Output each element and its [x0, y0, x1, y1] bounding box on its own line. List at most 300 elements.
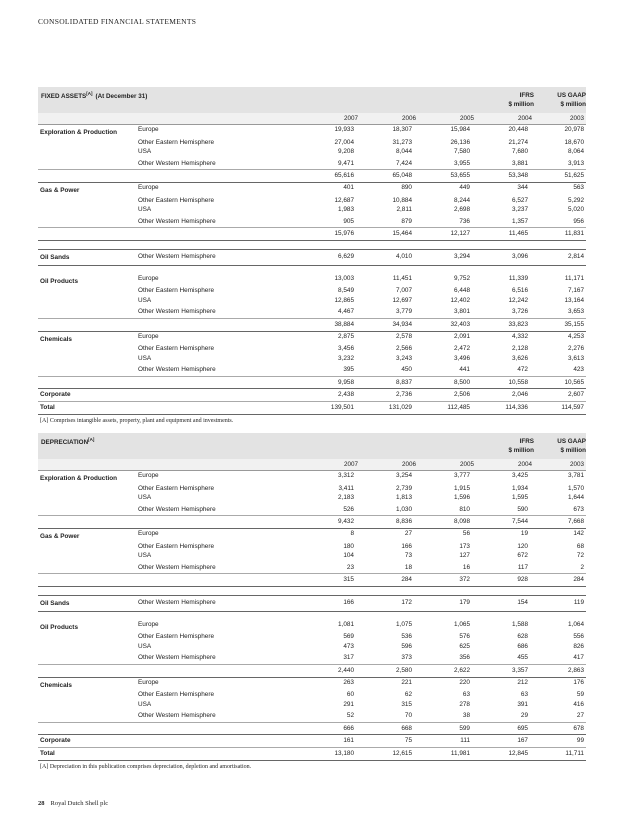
region-label: Other Western Hemisphere [138, 563, 216, 571]
region-label: Other Eastern Hemisphere [138, 542, 215, 550]
value-cell: 9,471 [338, 159, 354, 167]
total-row [38, 402, 586, 415]
table-row [38, 157, 586, 170]
value-cell: 119 [573, 598, 584, 606]
value-cell: 117 [517, 563, 528, 571]
table-row [38, 620, 586, 633]
table-row [38, 642, 586, 652]
value-cell: 111 [460, 737, 470, 745]
region-label: Europe [138, 472, 159, 479]
value-cell: 8,837 [396, 378, 412, 386]
value-cell: 15,984 [450, 126, 470, 133]
ifrs-label: IFRS [519, 438, 534, 445]
value-cell: 10,884 [392, 196, 412, 204]
table-row [38, 677, 586, 690]
table-row [38, 344, 586, 354]
usgaap-column-header [526, 91, 586, 109]
title-footnote-marker: [A] [86, 91, 93, 96]
value-cell: 60 [346, 691, 354, 699]
value-cell: 10,565 [564, 378, 584, 386]
value-cell: 8,836 [396, 518, 412, 526]
year-label: 2004 [517, 115, 532, 122]
value-cell: 3,801 [454, 308, 470, 316]
value-cell: 8,549 [338, 287, 354, 295]
value-cell: 3,312 [338, 472, 354, 479]
value-cell: 68 [576, 542, 584, 550]
value-cell: 2,736 [396, 391, 412, 399]
region-label: Other Western Hemisphere [138, 366, 216, 374]
value-cell: 826 [573, 642, 584, 650]
value-cell: 12,865 [334, 296, 354, 304]
year-label: 2007 [343, 115, 358, 122]
segment-label [38, 632, 138, 642]
value-cell: 26,136 [450, 138, 470, 146]
value-cell: 8 [350, 529, 354, 537]
fixed-assets-section [38, 87, 586, 424]
value-cell: 221 [401, 678, 412, 686]
table-title-text: FIXED ASSETS [41, 93, 87, 101]
value-cell: 2,091 [454, 332, 470, 340]
footnote: [A] Depreciation in this publication comprises depreciation, depletion and amortisation. [40, 763, 252, 770]
value-cell: 29 [520, 712, 528, 720]
value-cell: 19,933 [334, 126, 354, 133]
value-cell: 38,884 [334, 320, 354, 328]
segment-label [38, 215, 138, 228]
value-cell: 278 [459, 700, 470, 708]
year-header-row [38, 459, 586, 471]
page-number: 28 [38, 800, 45, 807]
value-cell: 590 [517, 505, 528, 513]
value-cell: 18,670 [564, 138, 584, 146]
region-label: Europe [138, 678, 159, 686]
year-label: 2003 [569, 115, 584, 122]
value-cell: 3,777 [454, 472, 470, 479]
value-cell: 7,580 [454, 148, 470, 156]
usgaap-column-header [526, 437, 586, 455]
value-cell: 9,208 [338, 148, 354, 156]
value-cell: 536 [401, 633, 412, 641]
year-header-row [38, 113, 586, 125]
value-cell: 526 [343, 505, 354, 513]
value-cell: 284 [401, 576, 412, 584]
value-cell: 161 [343, 737, 354, 745]
value-cell: 315 [401, 700, 412, 708]
value-cell: 7,544 [512, 518, 528, 526]
value-cell: 6,527 [512, 196, 528, 204]
value-cell: 441 [459, 366, 470, 374]
segment-label [38, 205, 138, 215]
value-cell: 1,081 [338, 620, 354, 628]
value-cell: 220 [459, 678, 470, 686]
value-cell: 167 [517, 737, 528, 745]
value-cell: 395 [343, 366, 354, 374]
region-label: Other Western Hemisphere [138, 159, 216, 167]
segment-label [38, 484, 138, 494]
value-cell: 34,934 [392, 320, 412, 328]
value-cell: 166 [343, 598, 354, 606]
value-cell: 2 [580, 563, 584, 571]
table-row [38, 274, 586, 287]
value-cell: 556 [573, 633, 584, 641]
value-cell: 15,976 [334, 230, 354, 238]
value-cell: 120 [517, 542, 528, 550]
value-cell: 139,501 [330, 404, 354, 412]
value-cell: 3,626 [512, 354, 528, 362]
value-cell: 104 [343, 552, 354, 560]
segment-label: Oil Products [40, 277, 78, 285]
subtotal-row [38, 228, 586, 241]
value-cell: 1,075 [396, 620, 412, 628]
segment-label [38, 642, 138, 652]
value-cell: 4,332 [512, 332, 528, 340]
region-label: Other Eastern Hemisphere [138, 138, 215, 146]
value-cell: 6,629 [338, 252, 354, 260]
value-cell: 6,516 [512, 287, 528, 295]
value-cell: 51,625 [564, 172, 584, 180]
value-cell: 6,448 [454, 287, 470, 295]
value-cell: 154 [517, 598, 528, 606]
region-label: Other Eastern Hemisphere [138, 691, 215, 699]
value-cell: 70 [404, 712, 412, 720]
region-label: USA [138, 552, 152, 560]
value-cell: 1,065 [454, 620, 470, 628]
value-cell: 4,010 [396, 252, 412, 260]
region-label: Other Eastern Hemisphere [138, 345, 215, 353]
value-cell: 3,237 [512, 206, 528, 214]
value-cell: 2,698 [454, 206, 470, 214]
value-cell: 2,875 [338, 332, 354, 340]
table-row [38, 700, 586, 710]
value-cell: 3,781 [568, 472, 584, 479]
value-cell: 672 [517, 552, 528, 560]
value-cell: 75 [404, 737, 412, 745]
value-cell: 928 [517, 576, 528, 584]
value-cell: 65,048 [392, 172, 412, 180]
value-cell: 3,232 [338, 354, 354, 362]
year-label: 2007 [343, 461, 358, 468]
value-cell: 391 [517, 700, 528, 708]
region-label: Europe [138, 332, 159, 340]
value-cell: 1,030 [396, 505, 412, 513]
value-cell: 131,029 [388, 404, 412, 412]
value-cell: 52 [346, 712, 354, 720]
value-cell: 956 [573, 217, 584, 225]
value-cell: 1,595 [512, 494, 528, 502]
table-row [38, 493, 586, 503]
value-cell: 2,046 [512, 391, 528, 399]
value-cell: 291 [343, 700, 354, 708]
value-cell: 1,934 [512, 484, 528, 492]
table-row [38, 542, 586, 552]
value-cell: 2,580 [396, 666, 412, 674]
region-label: Other Eastern Hemisphere [138, 633, 215, 641]
value-cell: 2,739 [396, 484, 412, 492]
value-cell: 8,064 [568, 148, 584, 156]
value-cell: 32,403 [450, 320, 470, 328]
value-cell: 63 [462, 691, 470, 699]
subtotal-row [38, 722, 586, 735]
usgaap-label: US GAAP [557, 92, 586, 99]
value-cell: 212 [517, 678, 528, 686]
value-cell: 3,294 [454, 252, 470, 260]
segment-label: Oil Sands [40, 253, 70, 261]
table-title-text: DEPRECIATION [41, 439, 89, 447]
total-row [38, 748, 586, 761]
value-cell: 1,644 [568, 494, 584, 502]
data-table [38, 125, 586, 415]
value-cell: 180 [343, 542, 354, 550]
value-cell: 5,020 [568, 206, 584, 214]
value-cell: 11,451 [392, 274, 412, 282]
table-title [41, 437, 97, 446]
value-cell: 3,496 [454, 354, 470, 362]
value-cell: 1,915 [454, 484, 470, 492]
value-cell: 13,180 [334, 750, 354, 758]
value-cell: 5,292 [568, 196, 584, 204]
table-row [38, 286, 586, 296]
value-cell: 65,616 [334, 172, 354, 180]
title-footnote-marker: [A] [88, 437, 95, 442]
table-row [38, 632, 586, 642]
value-cell: 450 [401, 366, 412, 374]
segment-label [38, 493, 138, 503]
region-label: USA [138, 494, 152, 502]
region-label: USA [138, 642, 152, 650]
value-cell: 2,811 [396, 206, 412, 214]
region-label: Other Western Hemisphere [138, 712, 216, 720]
value-cell: 8,500 [454, 378, 470, 386]
value-cell: 356 [459, 654, 470, 662]
value-cell: 686 [517, 642, 528, 650]
value-cell: 127 [459, 552, 470, 560]
subtotal-row [38, 376, 586, 389]
value-cell: 666 [343, 724, 354, 732]
total-label: Total [40, 404, 55, 412]
value-cell: 563 [573, 183, 584, 191]
company-name: Royal Dutch Shell plc [50, 800, 109, 807]
region-label: USA [138, 296, 152, 304]
region-label: Other Western Hemisphere [138, 217, 216, 225]
value-cell: 673 [573, 505, 584, 513]
corporate-label: Corporate [40, 737, 71, 745]
data-table [38, 471, 586, 761]
value-cell: 38 [462, 712, 470, 720]
value-cell: 9,752 [454, 274, 470, 282]
ifrs-unit: $ million [508, 101, 534, 108]
region-label: Europe [138, 529, 159, 537]
segment-label [38, 286, 138, 296]
corporate-row [38, 735, 586, 748]
value-cell: 2,472 [454, 345, 470, 353]
value-cell: 56 [462, 529, 470, 537]
value-cell: 114,336 [505, 404, 528, 412]
value-cell: 1,588 [512, 620, 528, 628]
value-cell: 72 [576, 552, 584, 560]
ifrs-column-header [474, 437, 534, 455]
table-row [38, 125, 586, 138]
table-row [38, 205, 586, 215]
region-label: Other Western Hemisphere [138, 598, 216, 606]
value-cell: 176 [573, 678, 584, 686]
segment-label [38, 551, 138, 561]
value-cell: 810 [459, 505, 470, 513]
value-cell: 27 [404, 529, 412, 537]
segment-label [38, 354, 138, 364]
segment-label [38, 344, 138, 354]
value-cell: 3,243 [396, 354, 412, 362]
value-cell: 401 [343, 183, 354, 191]
value-cell: 3,096 [512, 252, 528, 260]
value-cell: 12,845 [508, 750, 528, 758]
value-cell: 284 [573, 576, 584, 584]
value-cell: 1,596 [454, 494, 470, 502]
value-cell: 31,273 [392, 138, 412, 146]
value-cell: 18 [404, 563, 412, 571]
value-cell: 63 [520, 691, 528, 699]
region-label: Other Western Hemisphere [138, 654, 216, 662]
document-title: CONSOLIDATED FINANCIAL STATEMENTS [38, 17, 197, 26]
total-label: Total [40, 750, 55, 758]
value-cell: 4,253 [568, 332, 584, 340]
value-cell: 1,983 [338, 206, 354, 214]
value-cell: 2,440 [338, 666, 354, 674]
value-cell: 4,467 [338, 308, 354, 316]
value-cell: 879 [401, 217, 412, 225]
table-row [38, 182, 586, 195]
table-title-suffix: (At December 31) [95, 93, 148, 101]
table-row [38, 651, 586, 664]
ifrs-label: IFRS [519, 92, 534, 99]
value-cell: 20,448 [508, 126, 528, 133]
value-cell: 263 [343, 678, 354, 686]
usgaap-unit: $ million [560, 101, 586, 108]
table-row [38, 215, 586, 228]
subtotal-row [38, 170, 586, 183]
value-cell: 449 [459, 183, 470, 191]
ifrs-unit: $ million [508, 447, 534, 454]
table-row [38, 561, 586, 574]
table-row [38, 147, 586, 157]
segment-label [38, 709, 138, 722]
value-cell: 179 [459, 598, 470, 606]
value-cell: 12,242 [508, 296, 528, 304]
depreciation-section [38, 433, 586, 770]
value-cell: 3,955 [454, 159, 470, 167]
table-row [38, 305, 586, 318]
segment-label: Oil Products [40, 623, 78, 631]
value-cell: 99 [576, 737, 584, 745]
table-row [38, 331, 586, 344]
table-row [38, 595, 586, 611]
value-cell: 3,913 [568, 159, 584, 167]
value-cell: 2,622 [454, 666, 470, 674]
value-cell: 11,171 [564, 274, 584, 282]
value-cell: 3,357 [512, 666, 528, 674]
corporate-row [38, 389, 586, 402]
value-cell: 317 [343, 654, 354, 662]
value-cell: 416 [573, 700, 584, 708]
value-cell: 166 [401, 542, 412, 550]
table-row [38, 709, 586, 722]
value-cell: 23 [346, 563, 354, 571]
value-cell: 62 [404, 691, 412, 699]
region-label: Europe [138, 126, 159, 133]
table-row [38, 484, 586, 494]
value-cell: 7,668 [568, 518, 584, 526]
segment-label: Chemicals [40, 335, 72, 343]
value-cell: 599 [459, 724, 470, 732]
value-cell: 2,607 [568, 391, 584, 399]
segment-label: Exploration & Production [40, 129, 118, 136]
footnote: [A] Comprises intangible assets, property, plant and equipment and investments. [40, 417, 234, 424]
segment-label [38, 363, 138, 376]
value-cell: 3,726 [512, 308, 528, 316]
segment-label: Gas & Power [40, 186, 80, 194]
value-cell: 20,978 [564, 126, 584, 133]
value-cell: 372 [459, 576, 470, 584]
value-cell: 173 [459, 542, 470, 550]
region-label: Europe [138, 620, 159, 628]
value-cell: 2,566 [396, 345, 412, 353]
subtotal-row [38, 516, 586, 529]
value-cell: 112,485 [447, 404, 470, 412]
segment-label [38, 296, 138, 306]
segment-label [38, 542, 138, 552]
value-cell: 417 [573, 654, 584, 662]
value-cell: 1,064 [568, 620, 584, 628]
value-cell: 890 [401, 183, 412, 191]
value-cell: 27,004 [334, 138, 354, 146]
value-cell: 628 [517, 633, 528, 641]
value-cell: 13,003 [334, 274, 354, 282]
segment-label: Chemicals [40, 681, 72, 689]
value-cell: 3,254 [396, 472, 412, 479]
value-cell: 668 [401, 724, 412, 732]
region-label: Other Western Hemisphere [138, 505, 216, 513]
value-cell: 16 [462, 563, 470, 571]
year-label: 2006 [401, 461, 416, 468]
value-cell: 114,597 [561, 404, 584, 412]
value-cell: 423 [573, 366, 584, 374]
segment-label [38, 305, 138, 318]
table-row [38, 471, 586, 484]
value-cell: 9,958 [338, 378, 354, 386]
corporate-label: Corporate [40, 391, 71, 399]
value-cell: 33,823 [508, 320, 528, 328]
segment-label: Exploration & Production [40, 475, 118, 482]
table-row [38, 354, 586, 364]
value-cell: 8,244 [454, 196, 470, 204]
value-cell: 59 [576, 691, 584, 699]
value-cell: 576 [459, 633, 470, 641]
segment-label [38, 147, 138, 157]
segment-label [38, 700, 138, 710]
value-cell: 455 [517, 654, 528, 662]
year-label: 2005 [459, 115, 474, 122]
page-footer [38, 800, 108, 807]
region-label: USA [138, 700, 152, 708]
value-cell: 1,570 [568, 484, 584, 492]
value-cell: 3,779 [396, 308, 412, 316]
value-cell: 12,687 [334, 196, 354, 204]
segment-label [38, 651, 138, 664]
year-label: 2003 [569, 461, 584, 468]
region-label: Other Western Hemisphere [138, 252, 216, 260]
segment-label [38, 690, 138, 700]
table-row [38, 296, 586, 306]
value-cell: 8,044 [396, 148, 412, 156]
year-label: 2005 [459, 461, 474, 468]
